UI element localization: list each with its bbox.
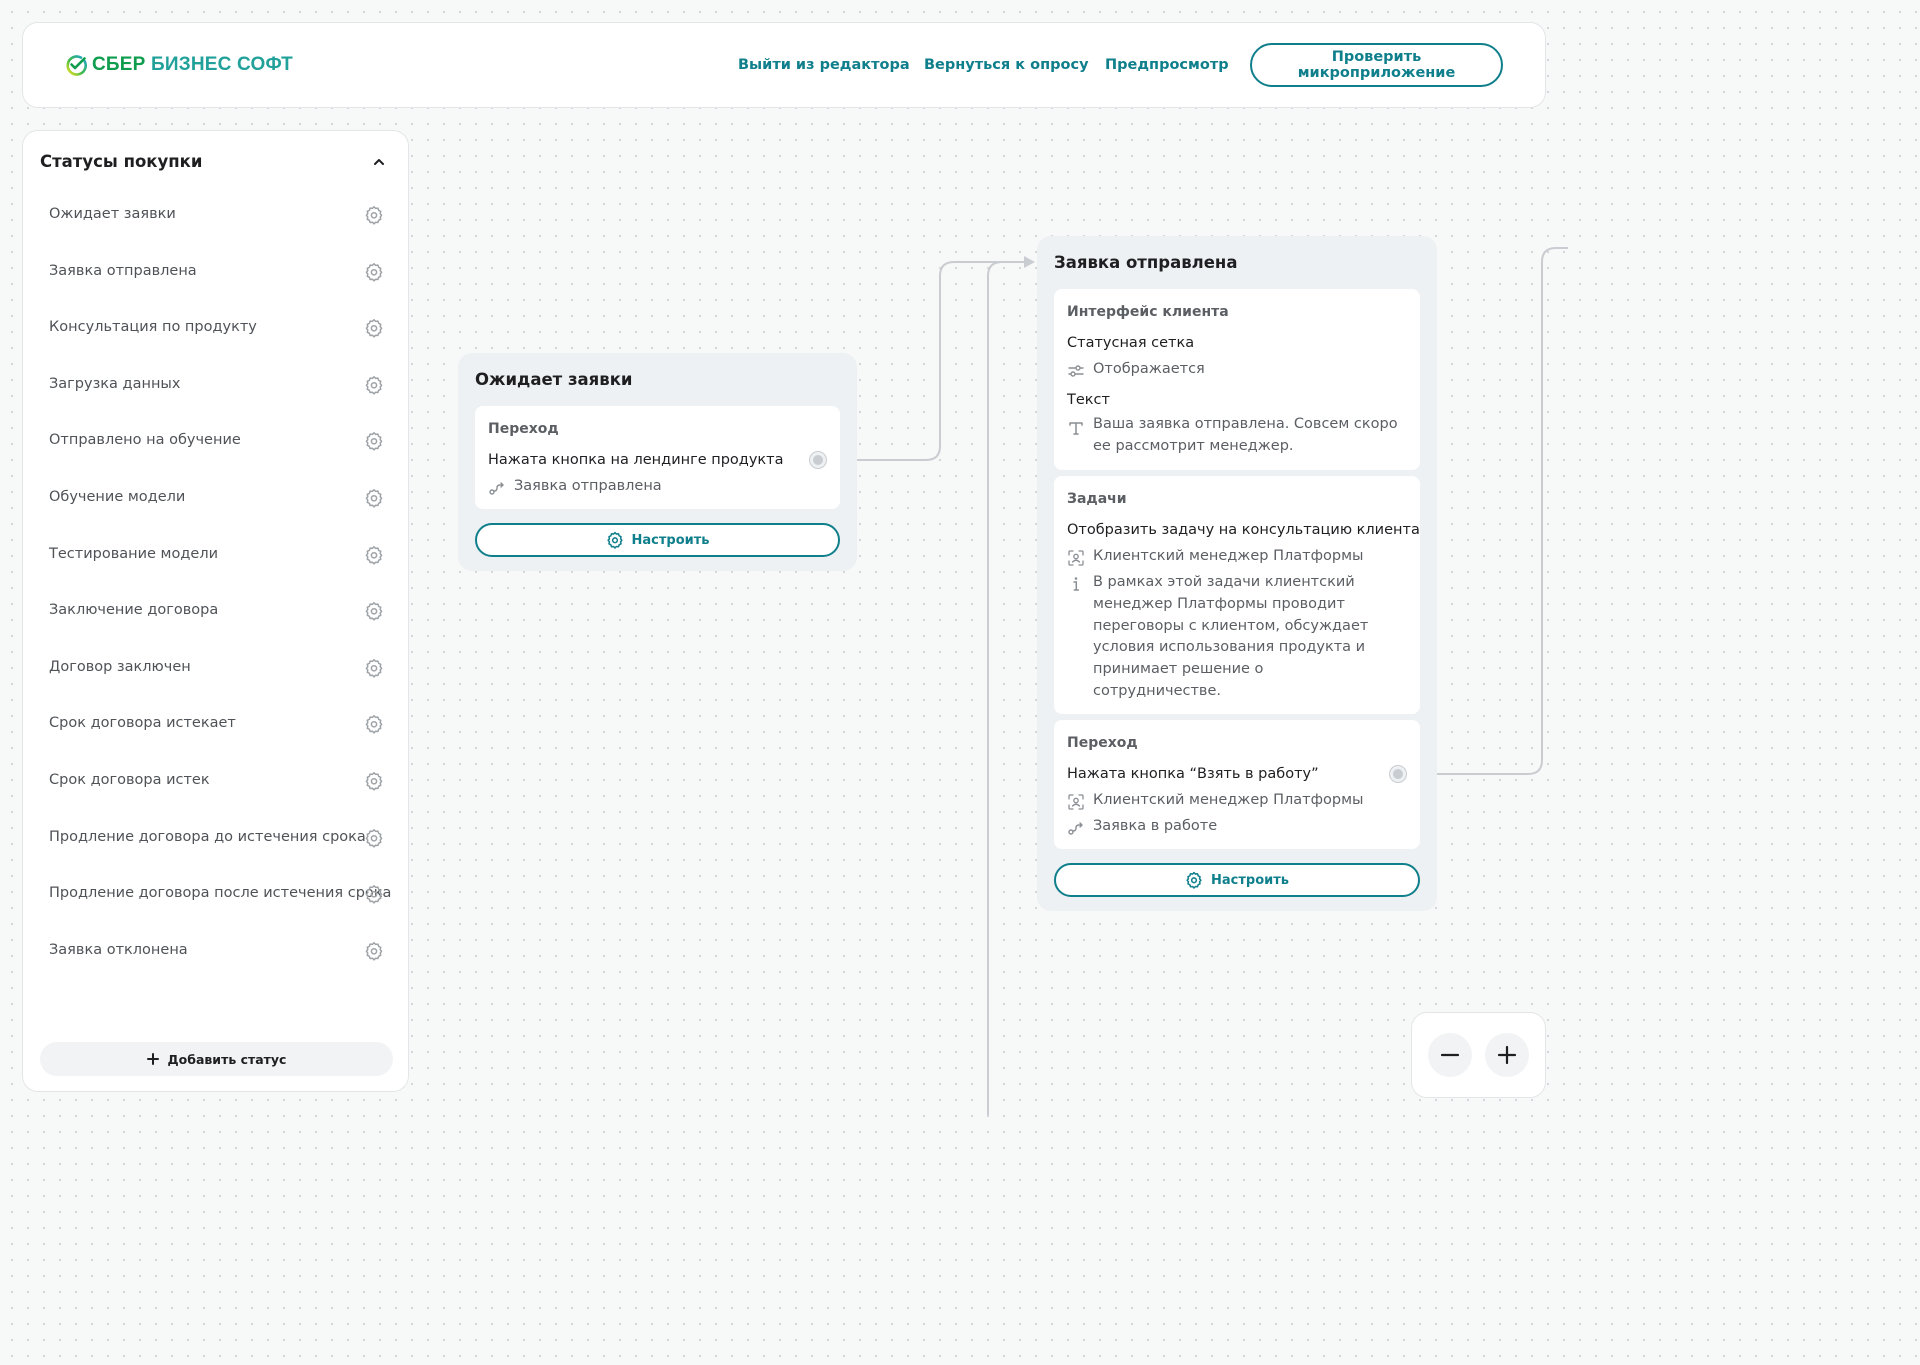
gear-icon — [1185, 871, 1203, 889]
status-settings-button[interactable] — [364, 375, 384, 395]
plus-icon — [147, 1053, 159, 1065]
transition-label: Переход — [1067, 735, 1138, 751]
check-app-button[interactable]: Проверить микроприложение — [1250, 43, 1503, 87]
sidebar-status-item[interactable] — [23, 697, 410, 754]
transition-card[interactable] — [475, 406, 840, 509]
status-settings-button[interactable] — [364, 658, 384, 678]
gear-icon — [364, 318, 384, 338]
plus-icon — [1497, 1045, 1517, 1065]
sidebar-status-item[interactable] — [23, 924, 410, 981]
tasks-label: Задачи — [1067, 491, 1127, 507]
sidebar-status-label: Продление договора до истечения срока — [49, 828, 366, 845]
gear-icon — [364, 262, 384, 282]
connector-from-below — [988, 262, 1024, 1115]
gear-icon — [364, 771, 384, 791]
sidebar-status-item[interactable] — [23, 358, 410, 415]
status-settings-button[interactable] — [364, 318, 384, 338]
gear-icon — [364, 488, 384, 508]
status-settings-button[interactable] — [364, 714, 384, 734]
add-status-button[interactable] — [40, 1042, 393, 1076]
minus-icon — [1440, 1045, 1460, 1065]
task-assignee: Клиентский менеджер Платформы — [1093, 548, 1364, 564]
route-icon — [1067, 819, 1085, 837]
sidebar-status-label: Срок договора истек — [49, 771, 210, 788]
status-settings-button[interactable] — [364, 941, 384, 961]
sidebar-status-item[interactable] — [23, 811, 410, 868]
client-interface-card[interactable] — [1054, 289, 1420, 470]
status-settings-button[interactable] — [364, 884, 384, 904]
sidebar-title: Статусы покупки — [40, 152, 203, 171]
sidebar-status-item[interactable] — [23, 471, 410, 528]
gear-icon — [364, 431, 384, 451]
zoom-controls — [1411, 1012, 1546, 1098]
top-bar — [22, 22, 1546, 108]
sidebar-status-label: Консультация по продукту — [49, 319, 257, 336]
sidebar-status-label: Заявка отклонена — [49, 941, 188, 958]
sidebar-status-item[interactable] — [23, 528, 410, 585]
sidebar-status-item[interactable] — [23, 754, 410, 811]
task-description: В рамках этой задачи клиентский менеджер Платформы проводит переговоры с клиентом, обсуждает условия использования продукта и принимает решение о сотрудничестве. — [1093, 574, 1369, 699]
sidebar-status-label: Продление договора после истечения срока — [49, 885, 392, 902]
gear-icon — [364, 375, 384, 395]
add-status-label: Добавить статус — [167, 1051, 287, 1067]
status-grid-value: Отображается — [1093, 361, 1205, 377]
preview-link[interactable]: Предпросмотр — [1105, 57, 1229, 73]
gear-icon — [364, 601, 384, 621]
status-settings-button[interactable] — [364, 262, 384, 282]
gear-icon — [364, 205, 384, 225]
user-scan-icon — [1067, 549, 1085, 567]
sidebar-status-item[interactable] — [23, 301, 410, 358]
status-list — [23, 188, 410, 980]
status-node-waiting[interactable] — [458, 353, 857, 571]
sidebar-status-label: Загрузка данных — [49, 375, 181, 392]
sidebar-status-item[interactable] — [23, 245, 410, 302]
status-settings-button[interactable] — [364, 431, 384, 451]
sliders-icon — [1067, 362, 1085, 380]
configure-label: Настроить — [631, 532, 710, 548]
transition-label: Переход — [488, 421, 559, 437]
gear-icon — [364, 941, 384, 961]
gear-icon — [364, 828, 384, 848]
gear-icon — [606, 531, 624, 549]
gear-icon — [364, 545, 384, 565]
status-settings-button[interactable] — [364, 545, 384, 565]
status-settings-button[interactable] — [364, 488, 384, 508]
task-title: Отобразить задачу на консультацию клиента — [1067, 522, 1420, 538]
transition-target: Заявка в работе — [1093, 818, 1218, 834]
gear-icon — [364, 658, 384, 678]
output-port[interactable] — [1390, 766, 1406, 782]
chevron-up-icon — [369, 152, 389, 172]
connector-arrowhead — [1024, 256, 1035, 268]
collapse-button[interactable] — [369, 152, 389, 172]
text-t-icon — [1067, 419, 1085, 437]
transition-trigger: Нажата кнопка “Взять в работу” — [1067, 766, 1319, 782]
sidebar-status-item[interactable] — [23, 414, 410, 471]
status-settings-button[interactable] — [364, 601, 384, 621]
sidebar-status-item[interactable] — [23, 641, 410, 698]
sidebar-status-item[interactable] — [23, 188, 410, 245]
status-settings-button[interactable] — [364, 771, 384, 791]
tasks-card[interactable] — [1054, 476, 1420, 714]
output-port[interactable] — [810, 452, 826, 468]
logo[interactable] — [65, 54, 293, 76]
configure-button[interactable] — [1054, 863, 1420, 897]
sidebar-status-label: Заявка отправлена — [49, 262, 197, 279]
statuses-sidebar — [22, 130, 409, 1092]
back-to-survey-link[interactable]: Вернуться к опросу — [924, 57, 1089, 73]
sidebar-status-label: Тестирование модели — [49, 545, 219, 562]
text-title: Текст — [1067, 392, 1110, 408]
transition-card[interactable] — [1054, 720, 1420, 849]
sber-check-logo-icon — [65, 54, 87, 76]
transition-trigger: Нажата кнопка на лендинге продукта — [488, 452, 784, 468]
text-value: Ваша заявка отправлена. Совсем скоро ее рассмотрит менеджер. — [1093, 416, 1398, 454]
configure-label: Настроить — [1211, 872, 1289, 888]
status-grid-title: Статусная сетка — [1067, 335, 1195, 351]
logo-text: СБЕР БИЗНЕС СОФТ — [92, 54, 293, 75]
node-title: Заявка отправлена — [1054, 253, 1238, 272]
status-settings-button[interactable] — [364, 828, 384, 848]
route-icon — [488, 479, 506, 497]
sidebar-status-label: Отправлено на обучение — [49, 432, 241, 449]
sidebar-status-label: Договор заключен — [49, 658, 191, 675]
sidebar-status-label: Ожидает заявки — [49, 206, 176, 222]
status-settings-button[interactable] — [364, 205, 384, 225]
exit-editor-link[interactable]: Выйти из редактора — [738, 57, 910, 73]
transition-target: Заявка отправлена — [514, 478, 662, 494]
transition-actor: Клиентский менеджер Платформы — [1093, 792, 1364, 808]
client-interface-label: Интерфейс клиента — [1067, 304, 1229, 320]
sidebar-status-item[interactable] — [23, 867, 410, 924]
sidebar-status-label: Срок договора истекает — [49, 715, 236, 732]
gear-icon — [364, 714, 384, 734]
gear-icon — [364, 884, 384, 904]
info-icon — [1067, 575, 1085, 593]
configure-button[interactable] — [475, 523, 840, 557]
node-title: Ожидает заявки — [475, 370, 633, 389]
zoom-out-button[interactable] — [1428, 1033, 1472, 1077]
status-node-sent[interactable] — [1037, 236, 1437, 911]
sidebar-status-label: Обучение модели — [49, 488, 186, 505]
user-scan-icon — [1067, 793, 1085, 811]
sidebar-status-item[interactable] — [23, 584, 410, 641]
sidebar-status-label: Заключение договора — [49, 602, 219, 619]
zoom-in-button[interactable] — [1485, 1033, 1529, 1077]
